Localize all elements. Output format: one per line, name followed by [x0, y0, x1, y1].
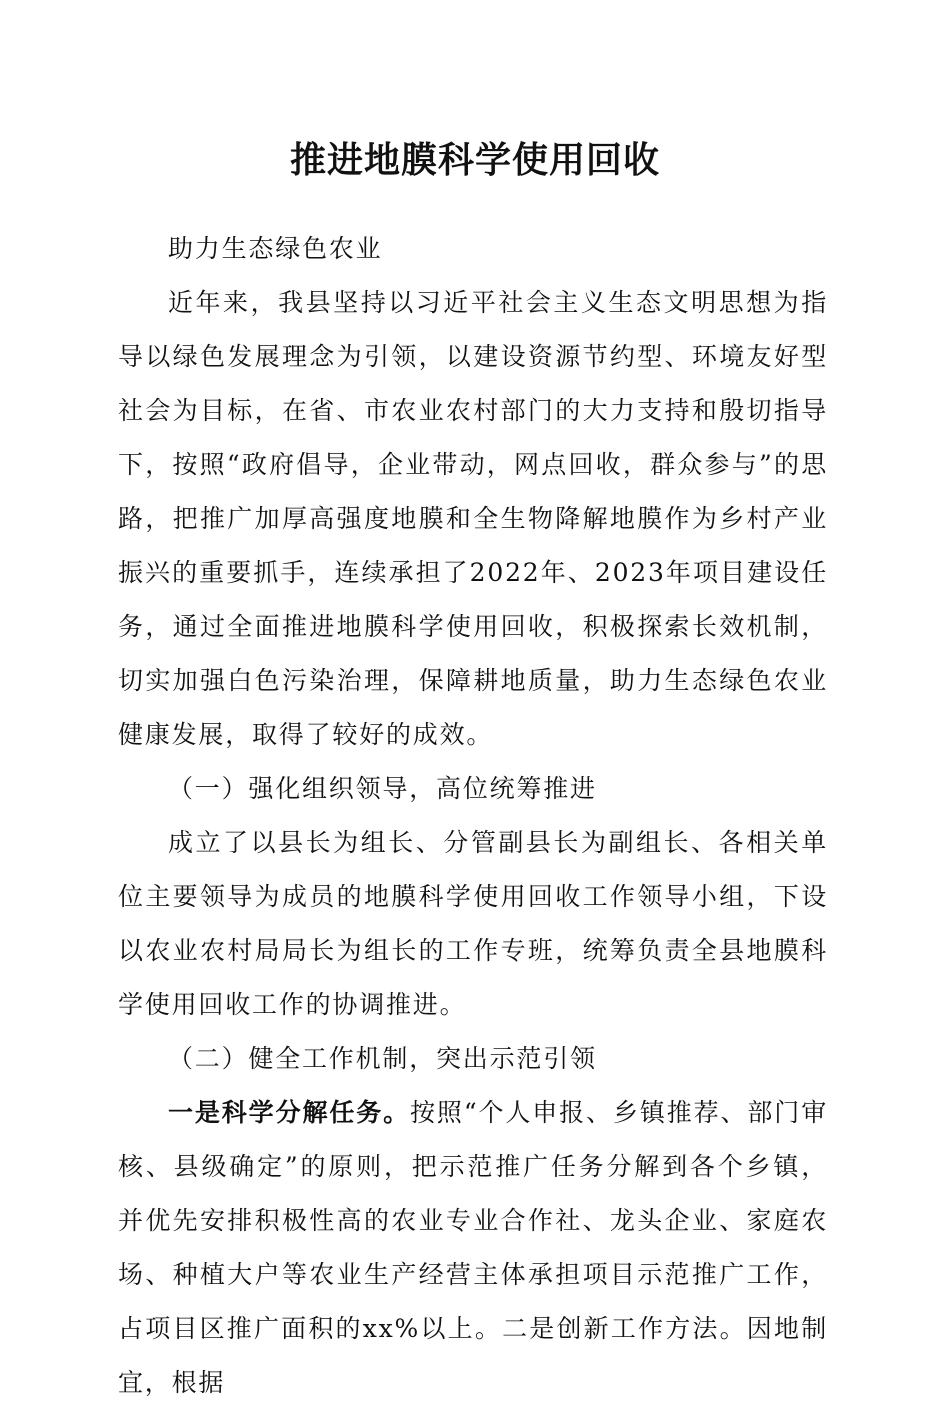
intro-paragraph: 近年来，我县坚持以习近平社会主义生态文明思想为指导以绿色发展理念为引领，以建设资源节约型、环境友好型社会为目标，在省、市农业农村部门的大力支持和殷切指导下，按照“政府倡导，企业带动，网点回收，群众参与”的思路，把推广加厚高强度地膜和全生物降解地膜作为乡村产业振兴的重要抓手，连续承担了2022年、2023年项目建设任务，通过全面推进地膜科学使用回收，积极探索长效机制，切实加强白色污染治理，保障耕地质量，助力生态绿色农业健康发展，取得了较好的成效。 [118, 288, 828, 749]
section1-heading: （一）强化组织领导，高位统筹推进 [168, 774, 597, 803]
section2-lead: 一是科学分解任务。 [168, 1098, 411, 1127]
section1-paragraph: 成立了以县长为组长、分管副县长为副组长、各相关单位主要领导为成员的地膜科学使用回收工作领导小组，下设以农业农村局局长为组长的工作专班，统筹负责全县地膜科学使用回收工作的协调推进。 [118, 828, 828, 1019]
section2-text: 按照“个人申报、乡镇推荐、部门审核、县级确定”的原则，把示范推广任务分解到各个乡镇，并优先安排积极性高的农业专业合作社、龙头企业、家庭农场、种植大户等农业生产经营主体承担项目示范推广工作，占项目区推广面积的xx%以上。二是创新工作方法。因地制宜，根据 [118, 1098, 828, 1397]
section2-heading: （二）健全工作机制，突出示范引领 [168, 1044, 597, 1073]
section2-paragraph [118, 1086, 828, 1410]
subtitle-paragraph: 助力生态绿色农业 [168, 234, 383, 263]
document-title: 推进地膜科学使用回收 [289, 139, 660, 181]
document-body [118, 222, 828, 1410]
